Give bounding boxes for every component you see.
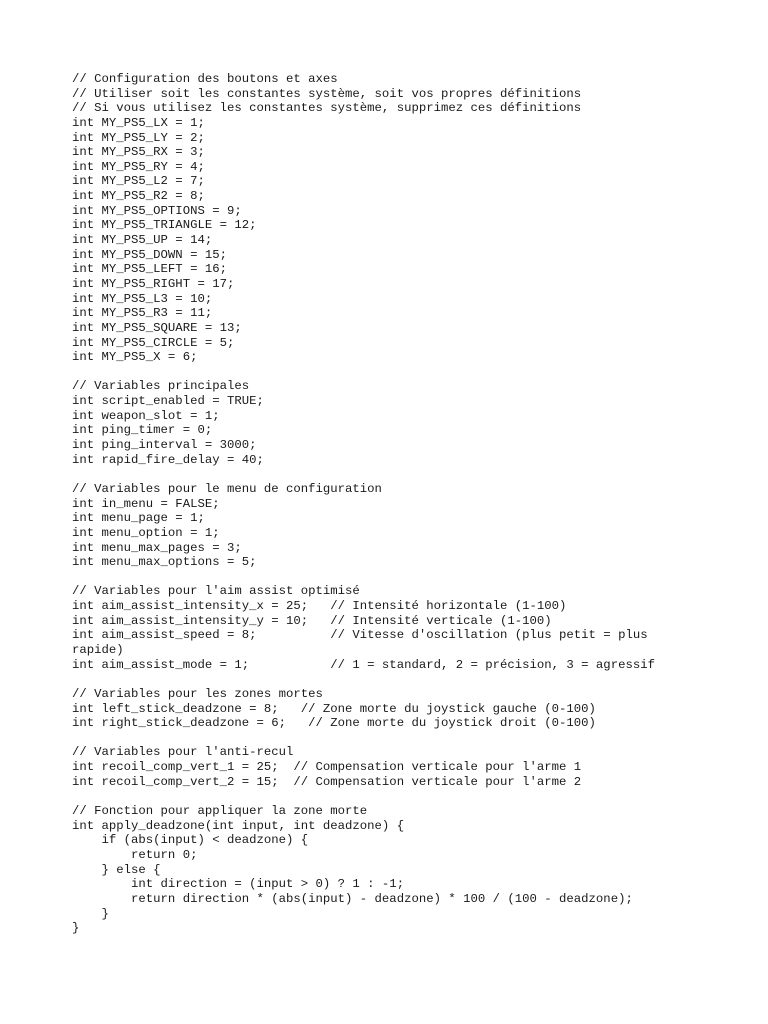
code-line: int MY_PS5_LX = 1; — [72, 115, 205, 130]
code-line: int MY_PS5_X = 6; — [72, 350, 198, 365]
code-line: if (abs(input) < deadzone) { — [72, 833, 309, 848]
code-line: int MY_PS5_R3 = 11; — [72, 306, 213, 321]
code-line: // Utiliser soit les constantes système, soit vos propres définitions — [72, 86, 582, 101]
code-line: // Si vous utilisez les constantes système, supprimez ces définitions — [72, 101, 582, 116]
code-line: } — [72, 921, 80, 936]
code-line: int right_stick_deadzone = 6; // Zone morte du joystick droit (0-100) — [72, 716, 596, 731]
code-line: int menu_page = 1; — [72, 511, 205, 526]
code-line: int aim_assist_speed = 8; // Vitesse d'oscillation (plus petit = plus — [72, 628, 648, 643]
code-line: int MY_PS5_RIGHT = 17; — [72, 276, 235, 291]
code-line: // Variables principales — [72, 379, 250, 394]
code-line: int MY_PS5_SQUARE = 13; — [72, 320, 242, 335]
code-line: // Variables pour l'anti-recul — [72, 745, 294, 760]
code-block — [72, 72, 732, 936]
code-line: return 0; — [72, 847, 198, 862]
code-line: int MY_PS5_RY = 4; — [72, 159, 205, 174]
code-line: int script_enabled = TRUE; — [72, 394, 264, 409]
code-line: int MY_PS5_L3 = 10; — [72, 291, 213, 306]
code-line: int MY_PS5_CIRCLE = 5; — [72, 335, 235, 350]
code-line: int aim_assist_intensity_x = 25; // Intensité horizontale (1-100) — [72, 599, 567, 614]
code-line: int in_menu = FALSE; — [72, 496, 220, 511]
code-line: // Fonction pour appliquer la zone morte — [72, 804, 368, 819]
code-line: int MY_PS5_LY = 2; — [72, 130, 205, 145]
blank-line — [72, 467, 732, 482]
code-line: int apply_deadzone(int input, int deadzone) { — [72, 818, 405, 833]
code-line: int ping_interval = 3000; — [72, 438, 257, 453]
code-line: // Variables pour l'aim assist optimisé — [72, 584, 360, 599]
code-line: int left_stick_deadzone = 8; // Zone morte du joystick gauche (0-100) — [72, 701, 596, 716]
code-line: int ping_timer = 0; — [72, 423, 213, 438]
blank-line — [72, 365, 732, 380]
code-line: // Variables pour le menu de configuration — [72, 481, 382, 496]
code-line: int menu_max_pages = 3; — [72, 540, 242, 555]
code-line: int MY_PS5_R2 = 8; — [72, 189, 205, 204]
code-line: int menu_option = 1; — [72, 525, 220, 540]
code-line: } else { — [72, 862, 161, 877]
code-line: int recoil_comp_vert_1 = 25; // Compensation verticale pour l'arme 1 — [72, 760, 582, 775]
code-line: int menu_max_options = 5; — [72, 555, 257, 570]
code-line: int MY_PS5_LEFT = 16; — [72, 262, 227, 277]
blank-line — [72, 789, 732, 804]
code-line: int MY_PS5_TRIANGLE = 12; — [72, 218, 257, 233]
code-line: int aim_assist_mode = 1; // 1 = standard, 2 = précision, 3 = agressif — [72, 657, 655, 672]
code-line: int MY_PS5_OPTIONS = 9; — [72, 203, 242, 218]
code-line: int weapon_slot = 1; — [72, 408, 220, 423]
code-line: int MY_PS5_L2 = 7; — [72, 174, 205, 189]
code-line: } — [72, 906, 109, 921]
code-line: int MY_PS5_UP = 14; — [72, 233, 213, 248]
code-line: int recoil_comp_vert_2 = 15; // Compensation verticale pour l'arme 2 — [72, 774, 582, 789]
code-line: int MY_PS5_RX = 3; — [72, 145, 205, 160]
code-line: return direction * (abs(input) - deadzone) * 100 / (100 - deadzone); — [72, 891, 633, 906]
blank-line — [72, 570, 732, 585]
code-line: int aim_assist_intensity_y = 10; // Intensité verticale (1-100) — [72, 613, 552, 628]
code-line: int direction = (input > 0) ? 1 : -1; — [72, 877, 405, 892]
blank-line — [72, 672, 732, 687]
code-line: // Variables pour les zones mortes — [72, 686, 323, 701]
code-line: rapide) — [72, 642, 124, 657]
blank-line — [72, 731, 732, 746]
code-line: // Configuration des boutons et axes — [72, 72, 338, 86]
code-line: int MY_PS5_DOWN = 15; — [72, 247, 227, 262]
code-line: int rapid_fire_delay = 40; — [72, 452, 264, 467]
